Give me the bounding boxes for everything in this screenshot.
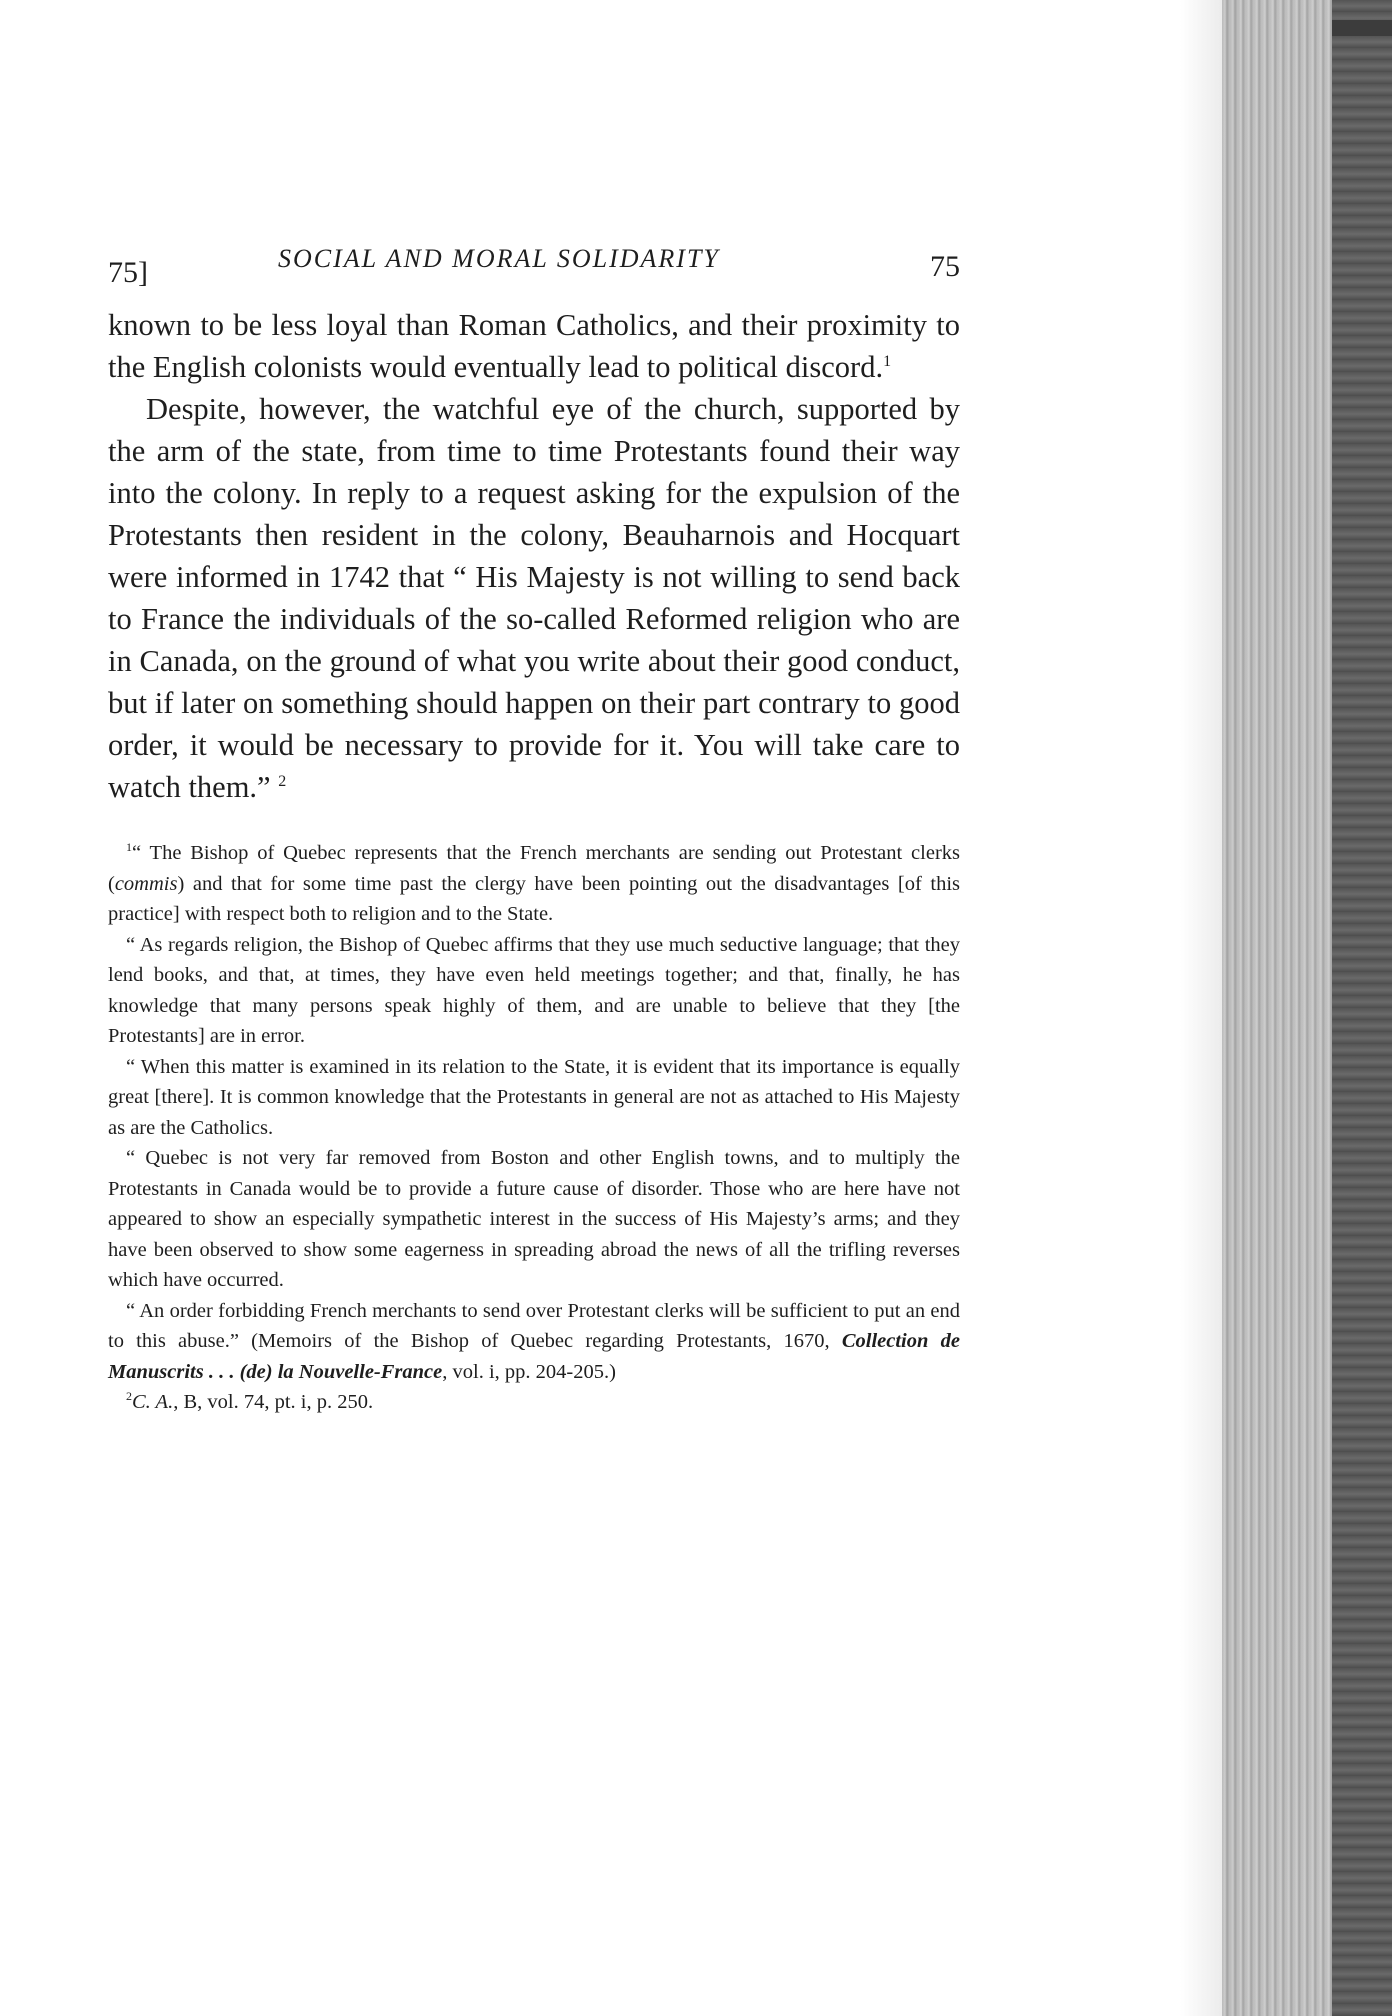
footnote-1-paragraph-4: “ Quebec is not very far removed from Boston and other English towns, and to multiply the Protestants in Canada would be to provide a future cause of disorder. Those who are here have not appeared to show an especially sympathetic interest in the success of His Majesty’s arms; and they have been observed to show some eagerness in spreading abroad the news of all the trifling reverses which have occurred.	[108, 1147, 960, 1291]
footnote-1-italic-commis: commis	[114, 872, 178, 895]
footnote-1-text-a: “ The Bishop of Quebec represents that the French merchants are sending out Protestant clerks (	[108, 842, 960, 895]
running-header	[108, 236, 960, 294]
footnote-1-p5-text-a: “ An order forbidding French merchants to send over Protestant clerks will be sufficient to put an end to this abuse.” (Memoirs of the Bishop of Quebec regarding Protestants, 1670,	[108, 1299, 960, 1352]
body-paragraph-1	[108, 304, 960, 388]
footnote-2-text: , B, vol. 74, pt. i, p. 250.	[173, 1391, 374, 1413]
header-title: SOCIAL AND MORAL SOLIDARITY	[278, 244, 720, 273]
footnote-2-italic-source: C. A.	[132, 1391, 174, 1413]
book-cover-top	[1332, 20, 1392, 36]
body-paragraph-2	[108, 388, 960, 808]
footnotes	[108, 838, 960, 1418]
footnote-1-text-b: ) and that for some time past the clergy have been pointing out the disadvantages [of this practice] with respect both to religion and to the State.	[108, 872, 960, 925]
book-cover-edge	[1332, 0, 1392, 2016]
page-number: 75	[930, 250, 960, 283]
footnote-1-p5-collection-title: Collection de Manuscrits . . . (de) la Nouvelle-France	[108, 1330, 960, 1383]
footnote-1-p5-text-b: , vol. i, pp. 204-205.)	[442, 1360, 616, 1383]
page-content	[108, 236, 960, 1418]
page-edges	[1222, 0, 1332, 2016]
footnote-2-marker: 2	[126, 1389, 132, 1404]
footnote-1-paragraph-5	[108, 1296, 960, 1388]
footnote-2	[108, 1387, 960, 1418]
footnote-ref-1: 1	[883, 352, 892, 370]
header-left-page-marker: 75]	[108, 256, 148, 289]
body-paragraph-2-text: Despite, however, the watchful eye of the church, supported by the arm of the state, from time to time Protestants found their way into the colony. In reply to a request asking for the expulsion of the Protestants then resident in the colony, Beauharnois and Hocquart were informed in 1742 that “ His Majesty is not willing to send back to France the individuals of the so-called Reformed religion who are in Canada, on the ground of what you write about their good conduct, but if later on something should happen on their part contrary to good order, it would be necessary to provide for it. You will take care to watch them.”	[108, 392, 960, 804]
body-paragraph-1-text: known to be less loyal than Roman Catholics, and their proximity to the English colonists would eventually lead to political discord.	[108, 308, 960, 384]
footnote-1-marker: 1	[126, 840, 132, 855]
footnote-1-paragraph-3: “ When this matter is examined in its relation to the State, it is evident that its importance is equally great [there]. It is common knowledge that the Protestants in general are not as attached to His Majesty as are the Catholics.	[108, 1055, 960, 1139]
footnote-ref-2: 2	[278, 772, 287, 790]
footnote-1-paragraph-1	[108, 838, 960, 930]
footnote-1-paragraph-2: “ As regards religion, the Bishop of Quebec affirms that they use much seductive language; that they lend books, and that, at times, they have even held meetings together; and that, finally, he has knowledge that many persons speak highly of them, and are unable to believe that they [the Protestants] are in error.	[108, 933, 960, 1047]
body-text	[108, 304, 960, 808]
